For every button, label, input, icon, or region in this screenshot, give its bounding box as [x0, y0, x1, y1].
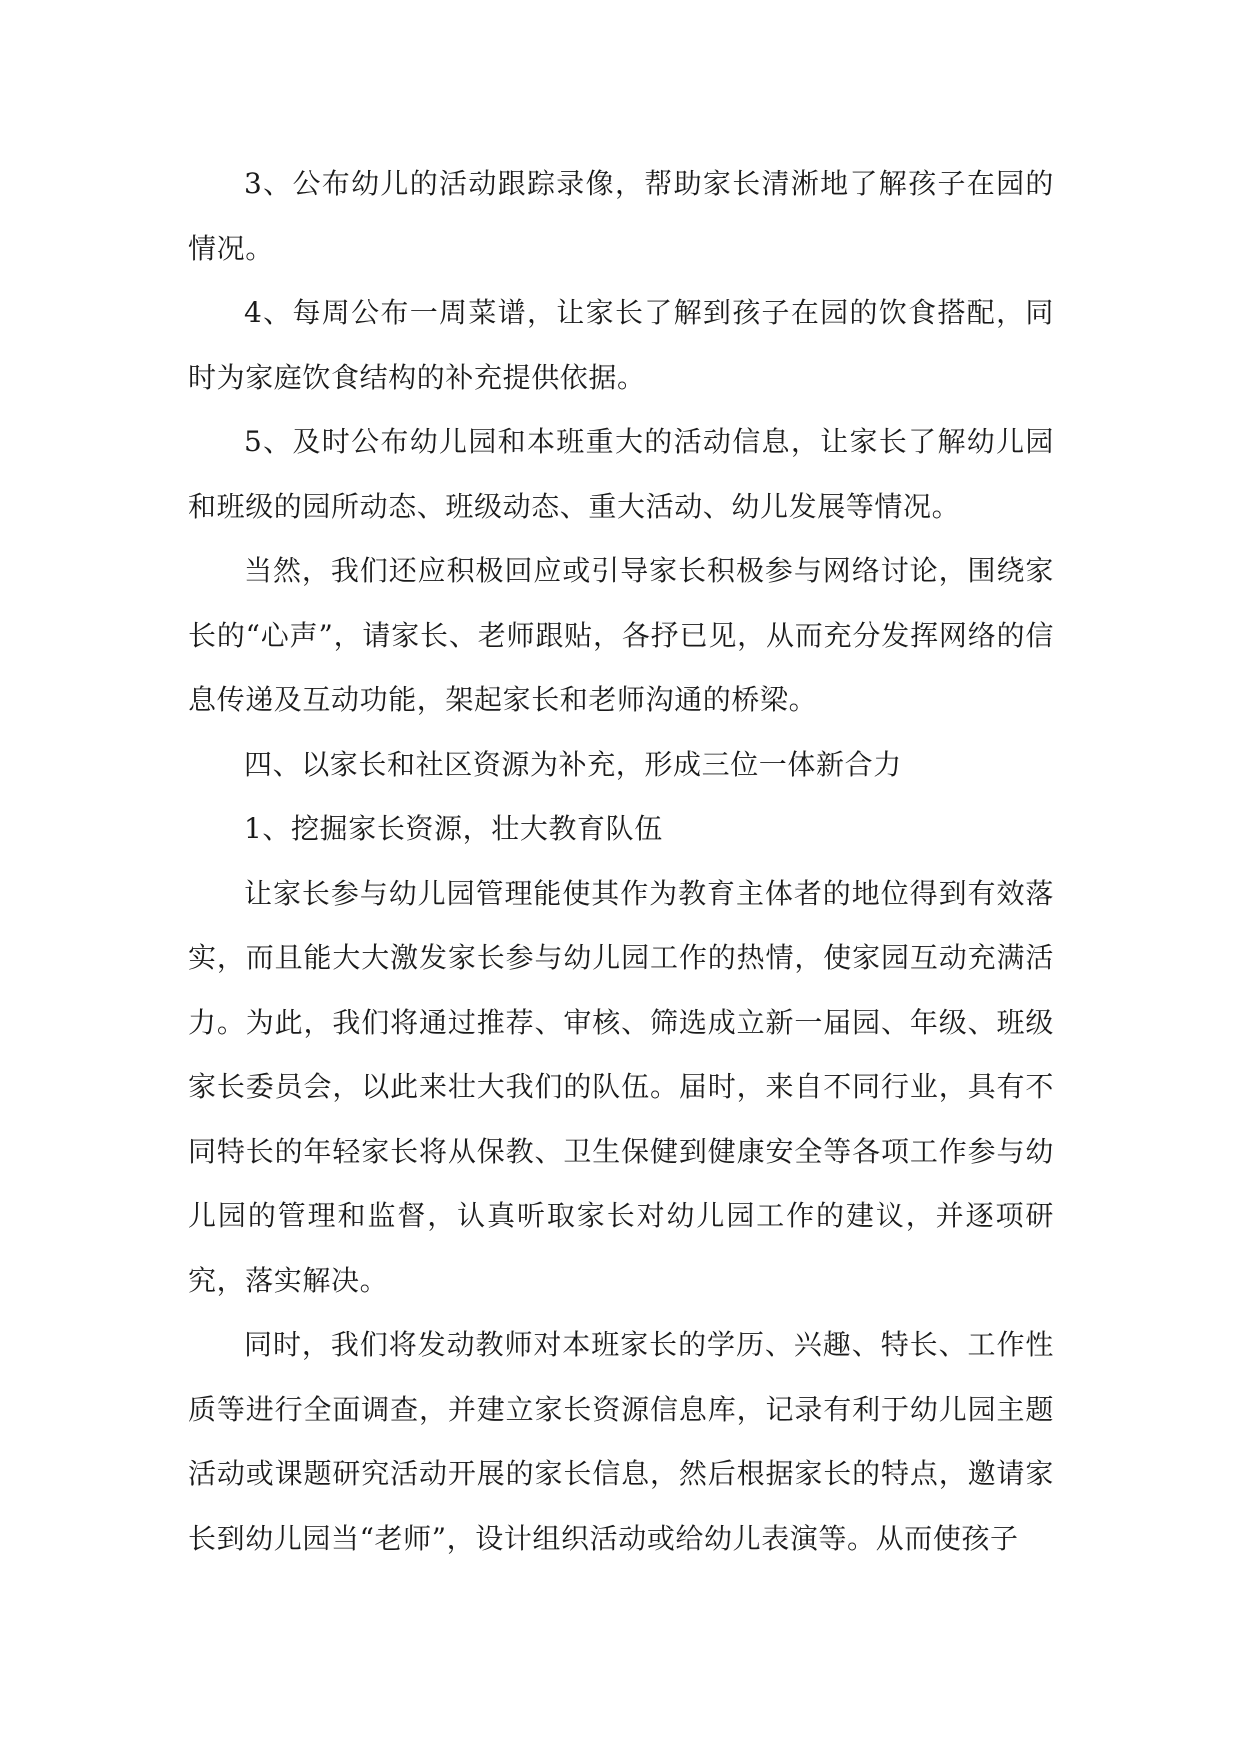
paragraph-3-video: 3、公布幼儿的活动跟踪录像，帮助家长清淅地了解孩子在园的情况。: [188, 167, 1054, 265]
section-heading-four: 四、以家长和社区资源为补充，形成三位一体新合力: [244, 747, 902, 781]
paragraph-5-activity-info: 5、及时公布幼儿园和本班重大的活动信息，让家长了解幼儿园和班级的园所动态、班级动态、重大活动、幼儿发展等情况。: [188, 425, 1054, 523]
document-body: [188, 152, 1054, 1571]
paragraph-parent-management: 让家长参与幼儿园管理能使其作为教育主体者的地位得到有效落实，而且能大大激发家长参与幼儿园工作的热情，使家园互动充满活力。为此，我们将通过推荐、审核、筛选成立新一届园、年级、班级家长委员会，以此来壮大我们的队伍。届时，来自不同行业，具有不同特长的年轻家长将从保教、卫生保健到健康安全等各项工作参与幼儿园的管理和监督，认真听取家长对幼儿园工作的建议，并逐项研究，落实解决。: [188, 876, 1054, 1297]
paragraph-parent-survey: 同时，我们将发动教师对本班家长的学历、兴趣、特长、工作性质等进行全面调查，并建立家长资源信息库，记录有利于幼儿园主题活动或课题研究活动开展的家长信息，然后根据家长的特点，邀请家长到幼儿园当“老师”，设计组织活动或给幼儿表演等。从而使孩子: [188, 1328, 1054, 1555]
subheading-1-parent-resources: 1、挖掘家长资源，壮大教育队伍: [244, 812, 663, 845]
paragraph-4-menu: 4、每周公布一周菜谱，让家长了解到孩子在园的饮食搭配，同时为家庭饮食结构的补充提供依据。: [188, 296, 1054, 394]
paragraph-online-discussion: 当然，我们还应积极回应或引导家长积极参与网络讨论，围绕家长的“心声”，请家长、老师跟贴，各抒已见，从而充分发挥网络的信息传递及互动功能，架起家长和老师沟通的桥梁。: [188, 554, 1054, 716]
